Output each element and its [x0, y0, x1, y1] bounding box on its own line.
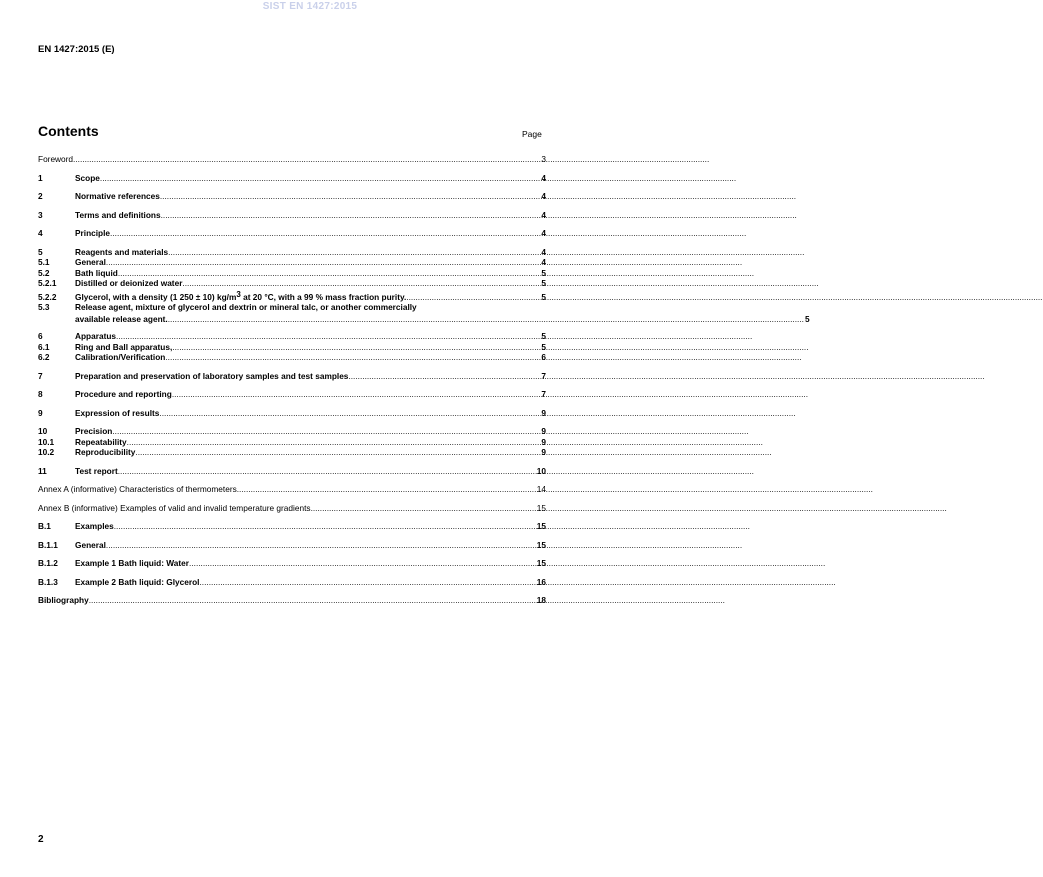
toc-page: 16 — [536, 576, 546, 587]
toc-number: B.1.3 — [38, 576, 58, 587]
toc-title: Distilled or deionized water — [75, 278, 183, 288]
toc-entry-annex-a[interactable] — [38, 484, 546, 495]
toc-number: 5.1 — [38, 257, 50, 267]
toc-title: Reproducibility — [75, 447, 136, 457]
toc-title: Calibration/Verification — [75, 352, 166, 362]
table-of-contents — [38, 154, 810, 606]
toc-title — [75, 289, 407, 303]
toc-title: Annex B (informative) Examples of valid and invalid temperature gradients — [38, 502, 311, 513]
toc-entry-reagents-and-materials[interactable] — [38, 247, 546, 258]
toc-number: 1 — [38, 172, 43, 183]
toc-title: Normative references — [75, 191, 160, 201]
toc-page: 15 — [536, 521, 546, 531]
toc-page: 7 — [541, 370, 546, 381]
toc-page: 4 — [541, 257, 546, 267]
toc-number: 5.2 — [38, 267, 50, 278]
toc-leader — [114, 521, 536, 532]
toc-title-part: at 20 °C, with a 99 % mass fraction purity. — [240, 291, 407, 302]
page-number: 2 — [38, 834, 44, 845]
toc-leader — [106, 257, 540, 268]
toc-leader — [118, 466, 536, 477]
toc-leader — [106, 540, 536, 551]
toc-number: 7 — [38, 370, 43, 381]
toc-title-block — [75, 302, 810, 324]
toc-page: 14 — [536, 484, 546, 494]
toc-title: Foreword — [38, 154, 74, 164]
watermark: SIST EN 1427:2015 — [262, 1, 358, 12]
toc-page: 15 — [536, 502, 546, 513]
toc-entry-preparation[interactable] — [38, 371, 546, 382]
toc-leader — [311, 503, 536, 514]
toc-leader — [160, 191, 541, 202]
toc-page: 9 — [541, 447, 546, 457]
toc-title: Example 2 Bath liquid: Glycerol — [75, 576, 200, 587]
toc-entry-annex-b[interactable] — [38, 503, 546, 514]
toc-leader — [172, 389, 541, 400]
toc-number: 6.2 — [38, 352, 50, 362]
toc-entry-precision[interactable] — [38, 426, 546, 437]
toc-entry-test-report[interactable] — [38, 466, 546, 477]
toc-number: 10.1 — [38, 436, 55, 447]
toc-leader — [100, 173, 540, 184]
toc-leader — [348, 371, 540, 382]
toc-entry-ring-and-ball[interactable] — [38, 342, 546, 353]
toc-entry-b1-examples[interactable] — [38, 521, 546, 532]
toc-leader — [182, 278, 540, 289]
toc-page: 9 — [541, 407, 546, 418]
toc-leader — [118, 268, 541, 279]
toc-number: 10.2 — [38, 447, 55, 457]
toc-leader — [161, 210, 541, 221]
toc-page: 7 — [541, 389, 546, 399]
toc-leader — [189, 558, 536, 569]
toc-leader — [200, 577, 536, 588]
toc-leader — [172, 342, 540, 353]
toc-number: 10 — [38, 426, 48, 436]
toc-entry-principle[interactable] — [38, 228, 546, 239]
toc-title: General — [75, 257, 106, 267]
toc-entry-procedure[interactable] — [38, 389, 546, 400]
toc-title: Apparatus — [75, 331, 117, 341]
toc-entry-reproducibility[interactable] — [38, 447, 546, 458]
toc-entry-b12-water[interactable] — [38, 558, 546, 569]
toc-entry-apparatus[interactable] — [38, 331, 546, 342]
toc-number: 11 — [38, 465, 47, 476]
toc-page: 15 — [536, 558, 546, 568]
toc-number: 6.1 — [38, 341, 50, 352]
toc-entry-foreword[interactable] — [38, 154, 546, 165]
toc-entry-normative-references[interactable] — [38, 191, 546, 202]
toc-title: Scope — [75, 172, 100, 183]
toc-title: Terms and definitions — [75, 209, 161, 220]
toc-leader — [237, 484, 536, 495]
toc-title: Test report — [75, 465, 118, 476]
toc-title: General — [75, 539, 106, 550]
toc-page: 6 — [541, 352, 546, 362]
toc-number: 5.2.2 — [38, 291, 57, 302]
superscript-exponent: 3 — [236, 289, 241, 299]
toc-leader — [135, 447, 540, 458]
toc-title: Expression of results — [75, 407, 160, 418]
toc-entry-terms-and-definitions[interactable] — [38, 210, 546, 221]
toc-number: B.1.2 — [38, 558, 58, 568]
toc-title: Precision — [75, 426, 113, 436]
toc-title: Preparation and preservation of laboratory samples and test samples — [75, 370, 349, 381]
toc-title: Examples — [75, 521, 114, 531]
toc-leader — [89, 595, 536, 606]
toc-entry-expression-of-results[interactable] — [38, 408, 546, 419]
toc-entry-glycerol[interactable] — [38, 289, 546, 303]
toc-entry-scope[interactable] — [38, 173, 546, 184]
toc-page: 10 — [536, 465, 546, 476]
toc-leader — [127, 437, 541, 448]
toc-page: 4 — [541, 228, 546, 238]
toc-leader — [159, 408, 540, 419]
toc-title: Procedure and reporting — [75, 389, 172, 399]
toc-title: Annex A (informative) Characteristics of thermometers — [38, 484, 237, 494]
toc-leader — [112, 426, 540, 437]
toc-number: 2 — [38, 191, 43, 201]
toc-entry-b13-glycerol[interactable] — [38, 577, 546, 588]
toc-title-line2 — [75, 314, 810, 325]
toc-title: Bibliography — [38, 595, 89, 605]
toc-title: Repeatability — [75, 436, 127, 447]
toc-title: available release agent. — [75, 313, 168, 324]
toc-page: 18 — [536, 595, 546, 605]
toc-page: 5 — [804, 313, 810, 324]
toc-page: 4 — [541, 172, 546, 183]
toc-number: B.1 — [38, 521, 51, 531]
toc-number: 3 — [38, 209, 43, 220]
toc-page: 5 — [541, 291, 546, 302]
toc-leader — [406, 292, 540, 303]
toc-number: 6 — [38, 331, 43, 341]
toc-page: 4 — [541, 191, 546, 201]
toc-title: Example 1 Bath liquid: Water — [75, 558, 190, 568]
toc-number: 8 — [38, 389, 43, 399]
toc-page: 5 — [541, 341, 546, 352]
toc-number: 5.3 — [38, 302, 50, 312]
toc-page: 9 — [541, 436, 546, 447]
toc-page: 15 — [536, 539, 546, 550]
toc-entry-repeatability[interactable] — [38, 437, 546, 448]
toc-page: 4 — [541, 209, 546, 220]
toc-number: 4 — [38, 228, 43, 238]
toc-title: Principle — [75, 228, 111, 238]
toc-title: Reagents and materials — [75, 246, 169, 257]
document-id: EN 1427:2015 (E) — [38, 44, 115, 55]
toc-page: 9 — [541, 426, 546, 436]
toc-page: 5 — [541, 267, 546, 278]
toc-number: B.1.1 — [38, 539, 58, 550]
toc-number: 9 — [38, 407, 43, 418]
toc-entry-bibliography[interactable] — [38, 595, 546, 606]
contents-title: Contents — [38, 123, 99, 139]
toc-leader — [110, 228, 540, 239]
toc-entry-distilled-water[interactable] — [38, 278, 546, 289]
toc-leader — [165, 352, 540, 363]
toc-entry-calibration[interactable] — [38, 352, 546, 363]
toc-leader — [168, 314, 804, 325]
toc-page: 5 — [541, 331, 546, 341]
toc-entry-release-agent[interactable] — [38, 302, 810, 324]
toc-entry-general[interactable] — [38, 257, 546, 268]
toc-title: Ring and Ball apparatus, — [75, 341, 173, 352]
toc-number: 5.2.1 — [38, 278, 57, 288]
toc-page: 5 — [541, 278, 546, 288]
toc-leader — [168, 247, 540, 258]
toc-title: Bath liquid — [75, 267, 118, 278]
toc-title-part: Glycerol, with a density (1 250 ± 10) kg/m — [75, 291, 237, 302]
toc-page: 4 — [541, 246, 546, 257]
toc-entry-b11-general[interactable] — [38, 540, 546, 551]
toc-entry-bath-liquid[interactable] — [38, 268, 546, 279]
toc-leader — [73, 154, 540, 165]
toc-page: 3 — [541, 154, 546, 164]
page-column-label: Page — [522, 129, 542, 139]
toc-title: Release agent, mixture of glycerol and dextrin or mineral talc, or another commercially — [75, 302, 417, 312]
toc-leader — [116, 331, 540, 342]
toc-number: 5 — [38, 246, 43, 257]
